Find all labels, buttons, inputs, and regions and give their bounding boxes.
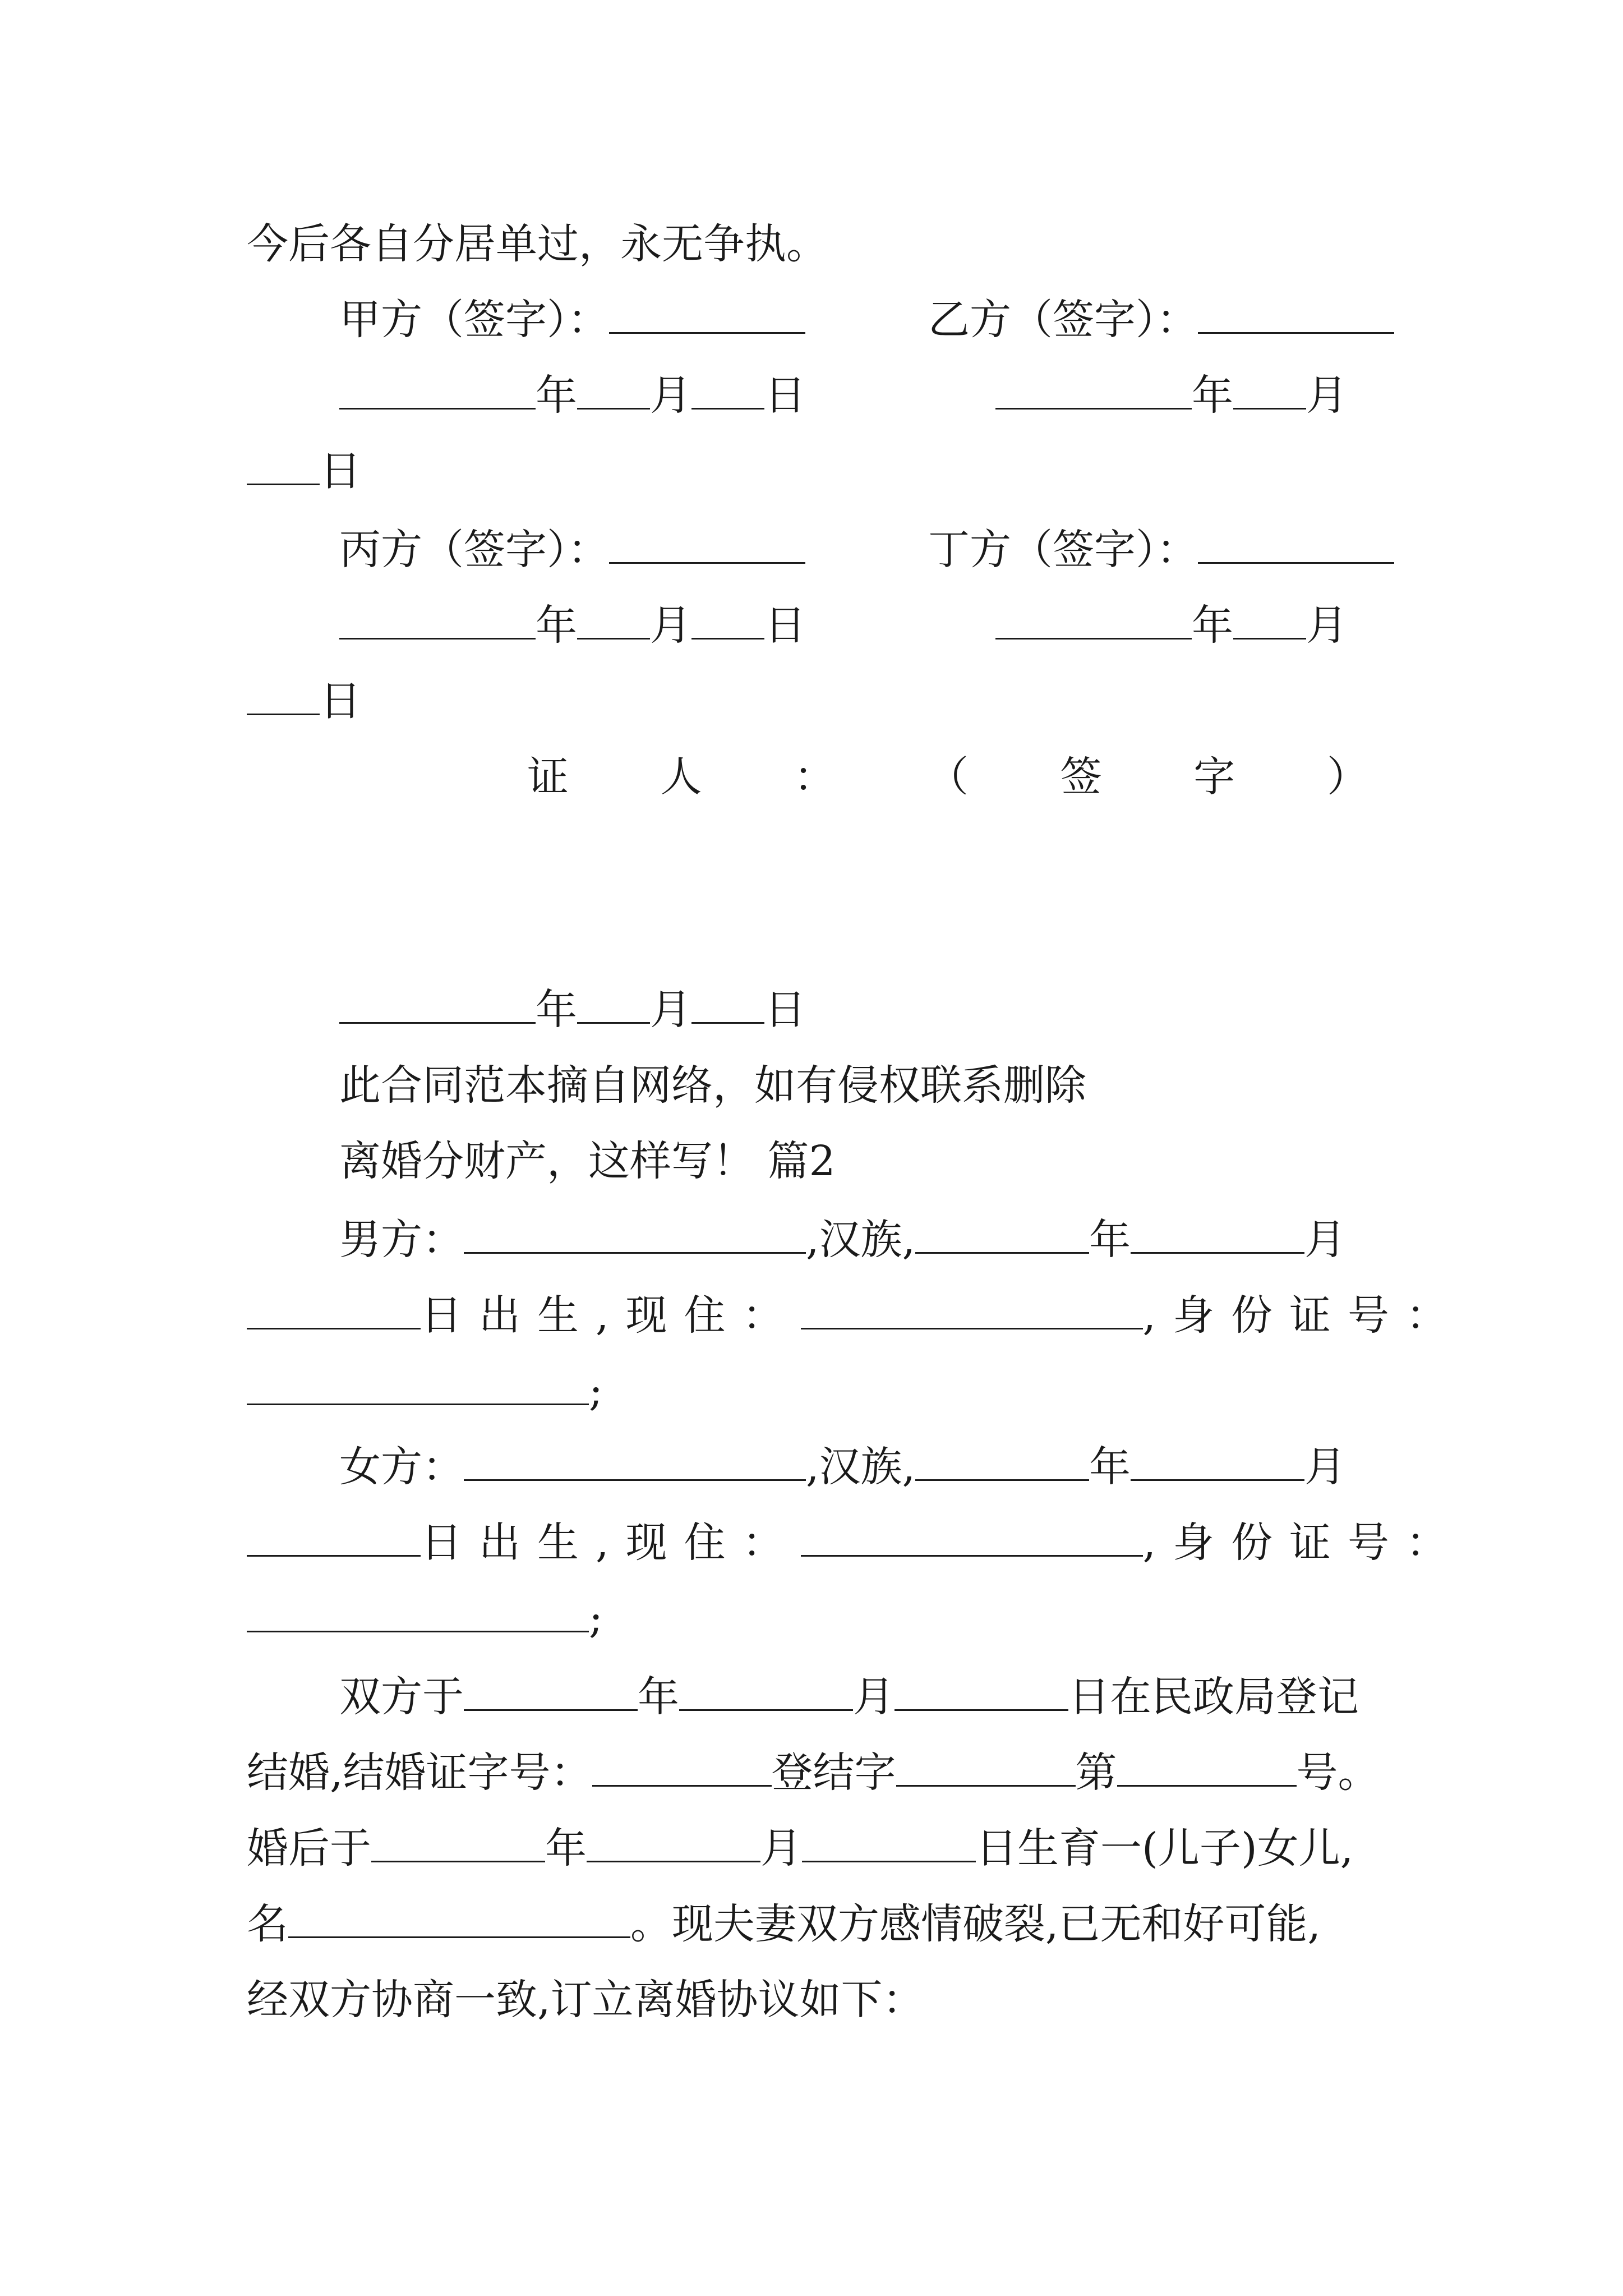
marriage-year-blank[interactable]: [464, 1670, 638, 1711]
party-c-date: 年 月 日: [339, 597, 806, 654]
cert-number-blank[interactable]: [1117, 1746, 1297, 1787]
section-heading: 离婚分财产，这样写！ 篇2: [339, 1137, 836, 1185]
party-b-sign: 乙方（签字）：: [928, 292, 1394, 348]
signature-row-a-b: [339, 292, 1391, 348]
cert-word-blank[interactable]: [896, 1746, 1076, 1787]
child-day-blank[interactable]: [802, 1821, 976, 1862]
party-a-date: 年 月 日: [339, 367, 806, 424]
child-birth-line: 婚后于 年 月 日生育一(儿子)女儿,: [247, 1820, 1391, 1876]
male-name-blank[interactable]: [464, 1213, 806, 1254]
closing-sentence: [247, 216, 1391, 272]
party-d-date: 年 月: [995, 597, 1348, 654]
party-c-sign-blank[interactable]: [609, 523, 805, 564]
female-id-blank[interactable]: [247, 1591, 589, 1632]
year-blank[interactable]: [995, 369, 1192, 409]
closing-text: 今后各自分居单过，永无争执。: [247, 220, 828, 268]
male-address-line: 日出生,现住： ,身份证号：: [247, 1287, 1391, 1343]
child-name-line: 名 。现夫妻双方感情破裂,已无和好可能,: [247, 1896, 1391, 1952]
male-party-line: 男方： ,汉族, 年 月: [339, 1212, 1391, 1268]
female-address-blank[interactable]: [801, 1516, 1143, 1557]
month-blank[interactable]: [1233, 369, 1306, 409]
marriage-day-blank[interactable]: [895, 1670, 1068, 1711]
month-blank[interactable]: [577, 983, 650, 1024]
female-address-line: 日出生,现住： ,身份证号：: [247, 1515, 1391, 1571]
month-blank[interactable]: [1233, 599, 1306, 639]
agreement-intro-line: 经双方协商一致,订立离婚协议如下：: [247, 1976, 924, 2024]
party-a-sign: 甲方（签字）：: [339, 292, 805, 348]
year-blank[interactable]: [339, 369, 536, 409]
day-blank[interactable]: [691, 983, 764, 1024]
date-row-c-d: [339, 597, 1391, 654]
marriage-registration-line: 双方于 年 月 日在民政局登记: [339, 1669, 1391, 1725]
female-name-blank[interactable]: [464, 1440, 806, 1481]
signature-row-c-d: [339, 522, 1391, 578]
child-name-blank[interactable]: [288, 1897, 630, 1938]
birth-day-blank[interactable]: [247, 1289, 421, 1329]
party-c-sign: 丙方（签字）：: [339, 522, 805, 578]
year-blank[interactable]: [339, 983, 536, 1024]
witness-line: 证 人 ： （ 签 字 ）: [527, 753, 1368, 801]
month-blank[interactable]: [577, 599, 650, 639]
date-row-a-b: [339, 367, 1391, 424]
party-a-sign-blank[interactable]: [609, 293, 805, 334]
disclaimer: 此合同范本摘自网络，如有侵权联系删除: [339, 1061, 1086, 1110]
marriage-certificate-line: 结婚,结婚证字号： 登结字 第 号。: [247, 1745, 1391, 1801]
year-blank[interactable]: [995, 599, 1192, 639]
birth-year-blank[interactable]: [915, 1213, 1089, 1254]
witness-date: 年 月 日: [339, 982, 1391, 1038]
male-id-blank[interactable]: [247, 1364, 589, 1405]
date-row-a-b-wrap: 日: [247, 443, 1391, 499]
child-month-blank[interactable]: [587, 1821, 760, 1862]
day-blank[interactable]: [691, 599, 764, 639]
month-blank[interactable]: [577, 369, 650, 409]
day-blank[interactable]: [247, 444, 320, 485]
day-blank[interactable]: [691, 369, 764, 409]
party-d-sign: 丁方（签字）：: [928, 522, 1394, 578]
birth-year-blank[interactable]: [915, 1440, 1089, 1481]
male-address-blank[interactable]: [801, 1289, 1143, 1329]
child-year-blank[interactable]: [371, 1821, 545, 1862]
birth-month-blank[interactable]: [1131, 1440, 1304, 1481]
day-blank[interactable]: [247, 674, 320, 715]
marriage-month-blank[interactable]: [679, 1670, 853, 1711]
date-row-c-d-wrap: 日: [247, 673, 1391, 729]
female-party-line: 女方： ,汉族, 年 月: [339, 1439, 1391, 1495]
year-blank[interactable]: [339, 599, 536, 639]
birth-month-blank[interactable]: [1131, 1213, 1304, 1254]
party-d-sign-blank[interactable]: [1198, 523, 1394, 564]
female-id-line: ;: [247, 1590, 1391, 1646]
male-id-line: ;: [247, 1363, 1391, 1419]
party-b-date: 年 月: [995, 367, 1348, 424]
birth-day-blank[interactable]: [247, 1516, 421, 1557]
cert-prefix-blank[interactable]: [592, 1746, 772, 1787]
party-b-sign-blank[interactable]: [1198, 293, 1394, 334]
